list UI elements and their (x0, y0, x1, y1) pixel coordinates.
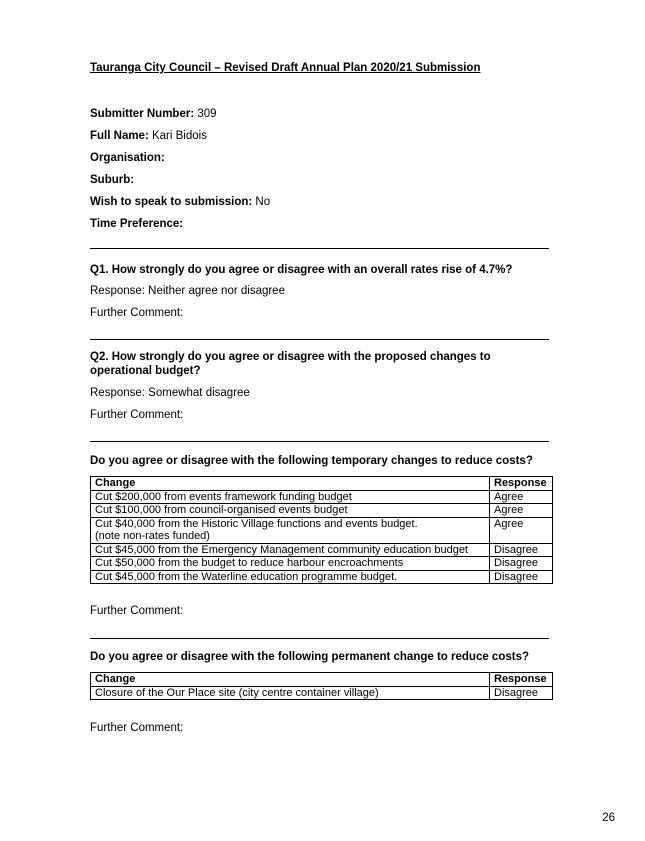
table-row (91, 543, 553, 557)
submitter-number-field (90, 108, 217, 120)
table-row (91, 686, 553, 700)
table-row (91, 570, 553, 584)
column-header-change: Change (91, 673, 490, 687)
permanent-further-comment: Further Comment: (90, 722, 184, 734)
change-cell-note: (note non-rates funded) (95, 530, 210, 542)
response-cell: Disagree (490, 557, 553, 571)
response-cell: Agree (490, 517, 553, 543)
time-preference-label: Time Preference: (90, 218, 184, 230)
wish-to-speak-label: Wish to speak to submission: (90, 196, 253, 208)
temporary-changes-question: Do you agree or disagree with the following temporary changes to reduce costs? (90, 455, 533, 467)
q2-response: Response: Somewhat disagree (90, 387, 250, 399)
suburb-label: Suburb: (90, 174, 135, 186)
change-cell: Cut $45,000 from the Emergency Management community education budget (91, 543, 490, 557)
change-cell: Cut $100,000 from council-organised events budget (91, 504, 490, 518)
document-title: Tauranga City Council – Revised Draft Annual Plan 2020/21 Submission (90, 62, 481, 74)
time-preference-field (90, 218, 183, 230)
table-header-row (91, 477, 553, 491)
table-row (91, 490, 553, 504)
full-name-value: Kari Bidois (148, 130, 207, 142)
column-header-change: Change (91, 477, 490, 491)
section-divider (90, 441, 549, 442)
change-cell: Cut $200,000 from events framework funding budget (91, 490, 490, 504)
change-cell: Cut $45,000 from the Waterline education programme budget. (91, 570, 490, 584)
permanent-change-question: Do you agree or disagree with the following permanent change to reduce costs? (90, 651, 529, 663)
table-row (91, 504, 553, 518)
wish-to-speak-value: No (252, 196, 271, 208)
response-cell: Agree (490, 504, 553, 518)
organisation-field (90, 152, 165, 164)
q1-response: Response: Neither agree nor disagree (90, 285, 285, 297)
column-header-response: Response (490, 477, 553, 491)
table-row (91, 517, 553, 543)
temporary-further-comment: Further Comment: (90, 605, 184, 617)
permanent-change-table (90, 672, 553, 700)
full-name-field (90, 130, 207, 142)
table-row (91, 557, 553, 571)
page-number: 26 (602, 812, 615, 824)
change-cell (91, 517, 490, 543)
column-header-response: Response (490, 673, 553, 687)
response-cell: Disagree (490, 570, 553, 584)
q1-further-comment: Further Comment: (90, 307, 184, 319)
change-cell: Closure of the Our Place site (city centre container village) (91, 686, 490, 700)
section-divider (90, 339, 549, 340)
organisation-label: Organisation: (90, 152, 165, 164)
suburb-field (90, 174, 134, 186)
section-divider (90, 248, 549, 249)
wish-to-speak-field (90, 196, 270, 208)
temporary-changes-table (90, 476, 553, 584)
change-cell-line: Cut $40,000 from the Historic Village functions and events budget. (95, 517, 418, 530)
change-cell: Cut $50,000 from the budget to reduce harbour encroachments (91, 557, 490, 571)
full-name-label: Full Name: (90, 130, 149, 142)
response-cell: Agree (490, 490, 553, 504)
section-divider (90, 638, 549, 639)
q2-question: Q2. How strongly do you agree or disagree with the proposed changes to operational budget? (90, 351, 491, 377)
submitter-number-value: 309 (194, 108, 217, 120)
q2-further-comment: Further Comment: (90, 409, 184, 421)
submitter-number-label: Submitter Number: (90, 108, 195, 120)
response-cell: Disagree (490, 686, 553, 700)
response-cell: Disagree (490, 543, 553, 557)
q1-question: Q1. How strongly do you agree or disagree with an overall rates rise of 4.7%? (90, 264, 513, 276)
table-header-row (91, 673, 553, 687)
